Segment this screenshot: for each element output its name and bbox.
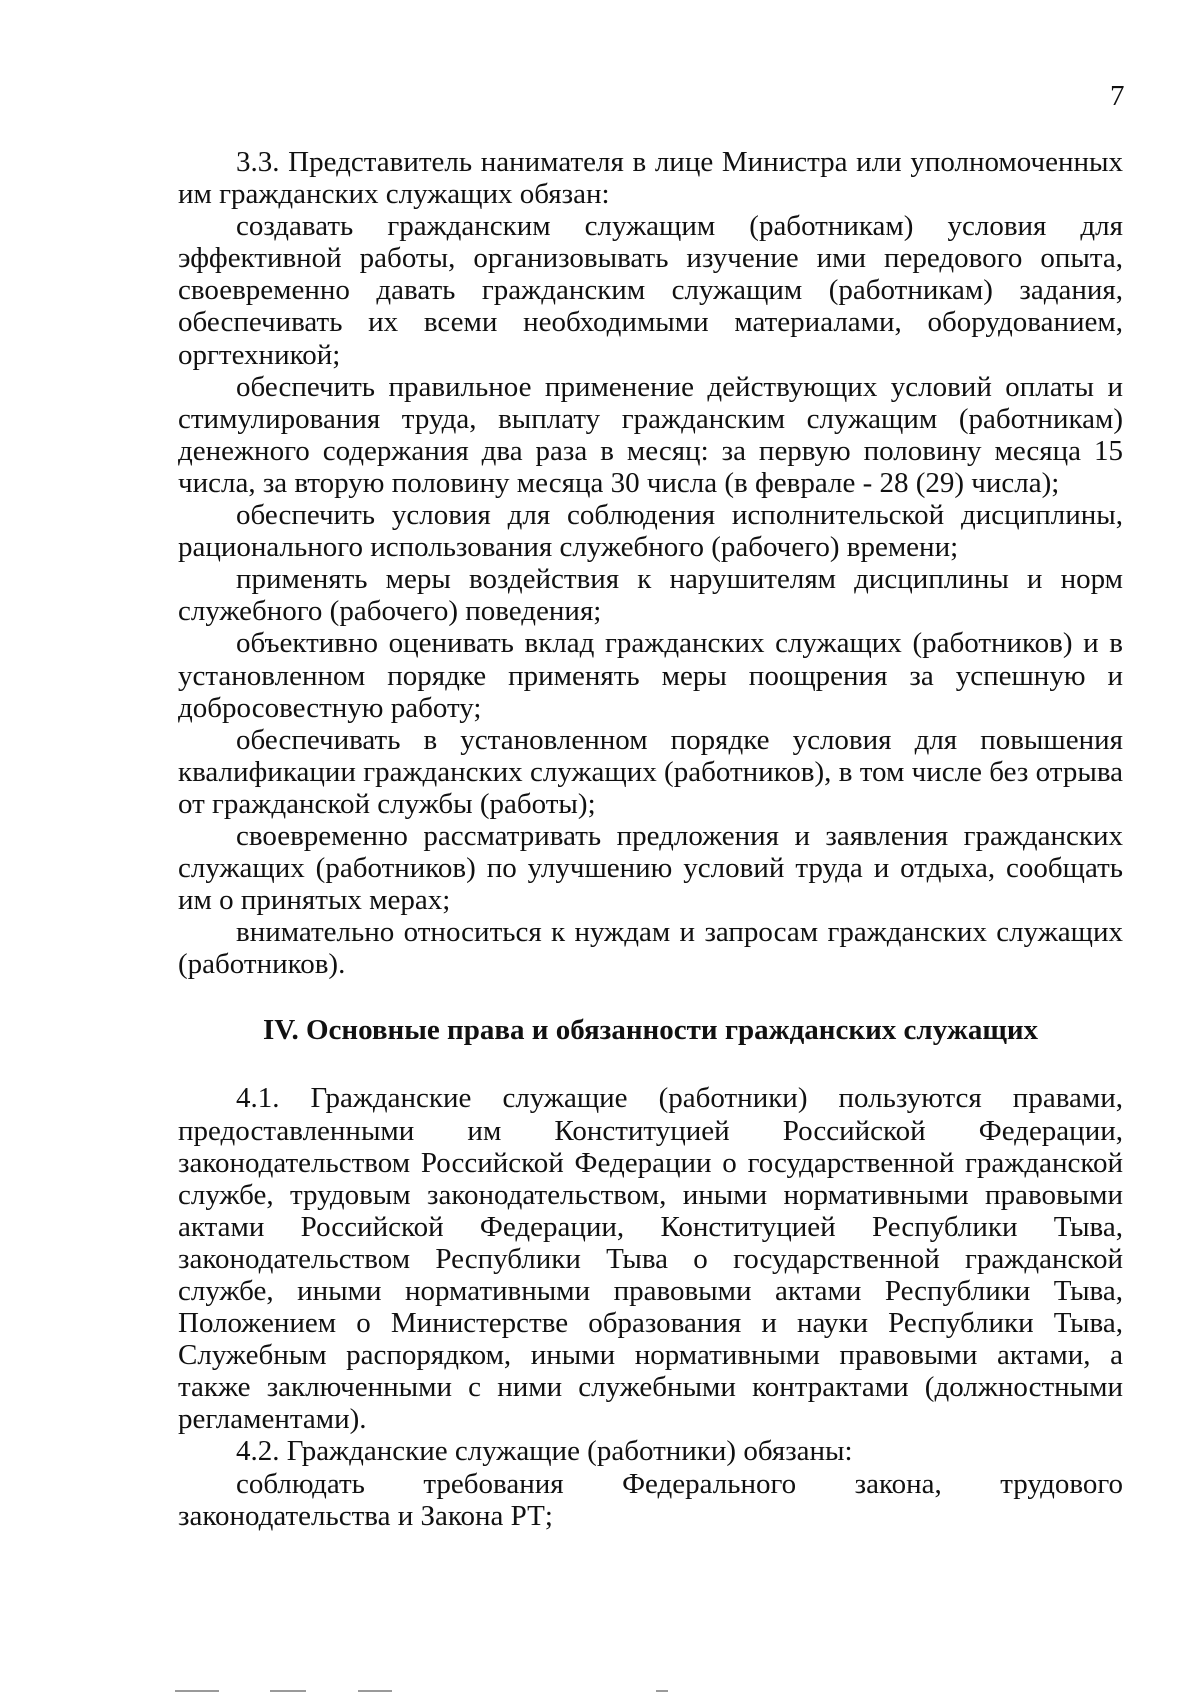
document-body <box>178 146 1123 1532</box>
scan-mark <box>656 1690 668 1692</box>
section-3-3-item: своевременно рассматривать предложения и заявления гражданских служащих (работников) по улучшению условий труда и отдыха, сообщать им о принятых мерах; <box>178 819 1123 917</box>
section-3-3-item: применять меры воздействия к нарушителям дисциплины и норм служебного (рабочего) поведения; <box>178 563 1123 628</box>
scan-mark <box>358 1690 392 1692</box>
section-3-3-item: обеспечивать в установленном порядке условия для повышения квалификации гражданских служащих (работников), в том числе без отрыва от гражданской службы (работы); <box>178 723 1123 820</box>
section-3-3-item: внимательно относиться к нуждам и запросам гражданских служащих (работников). <box>178 916 1123 981</box>
section-3-3-item: обеспечить правильное применение действующих условий оплаты и стимулирования труда, выплату гражданским служащим (работникам) денежного содержания два раза в месяц: за первую половину месяца 15 числа, за вторую половину месяца 30 числа (в феврале - 28 (29) числа); <box>178 370 1123 499</box>
scan-edge-marks <box>0 1690 1200 1696</box>
scan-mark <box>270 1690 306 1692</box>
scan-mark <box>175 1690 219 1692</box>
section-4-1-paragraph: 4.1. Гражданские служащие (работники) пользуются правами, предоставленными им Конституцией Российской Федерации, законодательством Российской Федерации о государственной гражданской службе, трудовым законодательством, иными нормативными правовыми актами Российской Федерации, Конституцией Республики Тыва, законодательством Республики Тыва о государственной гражданской службе, иными нормативными правовыми актами Республики Тыва, Положением о Министерстве образования и науки Республики Тыва, Служебным распорядком, иными нормативными правовыми актами, а также заключенными с ними служебными контрактами (должностными регламентами). <box>178 1082 1123 1436</box>
section-4-heading: IV. Основные права и обязанности гражданских служащих <box>262 1014 1039 1047</box>
section-3-3-intro: 3.3. Представитель нанимателя в лице Министра или уполномоченных им гражданских служащих обязан: <box>178 146 1123 211</box>
section-4-2-intro: 4.2. Гражданские служащие (работники) обязаны: <box>236 1435 853 1468</box>
section-4-2-item: соблюдать требования Федерального закона, трудового законодательства и Закона РТ; <box>178 1467 1123 1532</box>
section-3-3-item: объективно оценивать вклад гражданских служащих (работников) и в установленном порядке применять меры поощрения за успешную и добросовестную работу; <box>178 627 1123 724</box>
section-3-3-item: обеспечить условия для соблюдения исполнительской дисциплины, рационального использования служебного (рабочего) времени; <box>178 499 1123 564</box>
page-number: 7 <box>1110 80 1125 112</box>
section-3-3-item: создавать гражданским служащим (работникам) условия для эффективной работы, организовывать изучение ими передового опыта, своевременно давать гражданским служащим (работникам) задания, обеспечивать их всеми необходимыми материалами, оборудованием, оргтехникой; <box>178 210 1123 371</box>
